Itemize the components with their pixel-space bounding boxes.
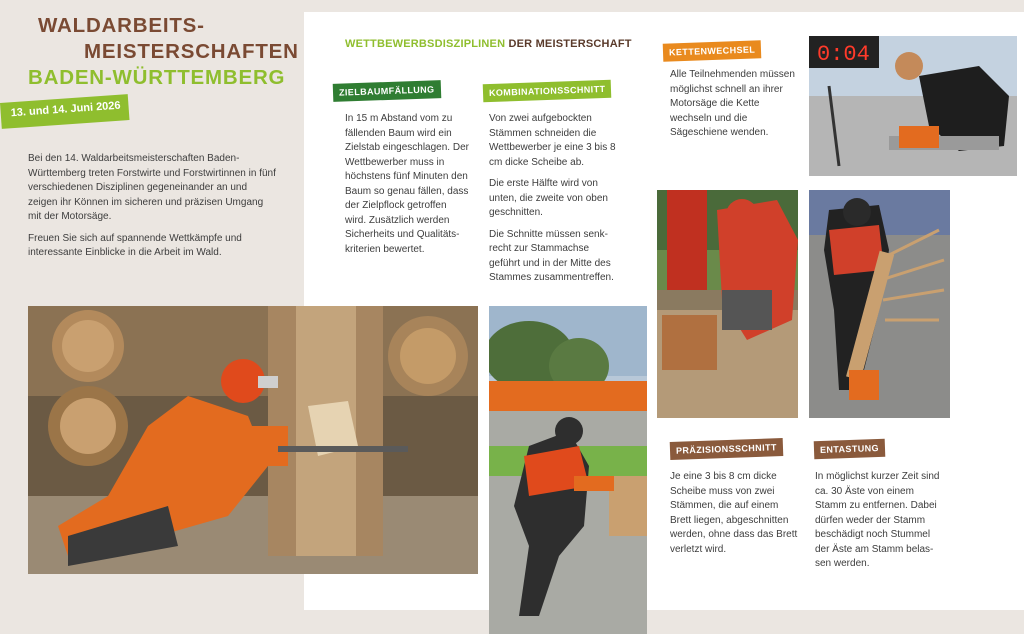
tag-zielbaumfaellung: ZIELBAUMFÄLLUNG	[333, 80, 441, 102]
kette-paragraph: Alle Teilnehmenden müssen möglichst schnell an ihrer Motorsäge die Kette wechseln und die Sägeschiene wenden.	[670, 69, 795, 138]
kombination-text	[489, 112, 619, 293]
photo-tree-felling	[28, 306, 478, 574]
section-heading-brown: DER MEISTERSCHAFT	[505, 38, 632, 50]
tag-praezisionsschnitt: PRÄZISIONSSCHNITT	[670, 438, 783, 460]
entastung-text	[815, 470, 945, 579]
intro-paragraph-2: Freuen Sie sich auf spannende Wettkämpfe und interessante Einblicke in die Arbeit im Wald.	[28, 232, 242, 258]
section-heading	[345, 38, 632, 50]
photo-kombinationsschnitt	[489, 306, 647, 634]
timer-display: 0:04	[817, 42, 870, 67]
praezision-text	[670, 470, 798, 564]
kombination-paragraph-1: Von zwei aufgebockten Stämmen schneiden die Wettbewerber je eine 3 bis 8 cm dicke Scheibe ab.	[489, 113, 616, 168]
tag-kombinationsschnitt: KOMBINATIONSSCHNITT	[483, 80, 612, 102]
praezision-paragraph: Je eine 3 bis 8 cm dicke Scheibe muss von zwei Stämmen, die auf einem Brett liegen, abgeschnitten werden, ohne dass das Brett verletzt wird.	[670, 471, 798, 555]
entastung-paragraph: In möglichst kurzer Zeit sind ca. 30 Äste von einem Stamm zu entfernen. Dabei dürfen weder der Stamm beschädigt noch Stummel der Äste am Stamm belas-sen werden.	[815, 471, 940, 569]
tag-kettenwechsel: KETTENWECHSEL	[663, 40, 762, 61]
section-heading-green: WETTBEWERBSDISZIPLINEN	[345, 38, 506, 50]
intro-paragraph-1: Bei den 14. Waldarbeitsmeisterschaften Baden-Württemberg treten Forstwirte und Forstwirtinnen in fünf verschiedenen Disziplinen gegeneinander an und zeigen ihr Können im sicheren und präzisen Umgang mit der Motorsäge.	[28, 153, 276, 222]
zielbaum-text	[345, 112, 470, 264]
photo-praezisionsschnitt	[657, 190, 798, 418]
kombination-paragraph-3: Die Schnitte müssen senk-recht zur Stammachse geführt und in der Mitte des Stammes zusammentreffen.	[489, 228, 614, 283]
tag-entastung: ENTASTUNG	[814, 439, 886, 459]
zielbaum-paragraph: In 15 m Abstand vom zu fällenden Baum wird ein Zielstab eingeschlagen. Der Wettbewerber muss in höchstens fünf Minuten den Baum so genau fällen, dass der Zielpflock getroffen wird. Zusätzlich werden Sicherheits und Qualitäts-kriterien bewertet.	[345, 113, 469, 255]
kombination-paragraph-2: Die erste Hälfte wird von unten, die zweite von oben geschnitten.	[489, 178, 608, 218]
intro-text	[28, 152, 278, 268]
kette-text	[670, 68, 795, 148]
title-line-1: WALDARBEITS-	[38, 14, 205, 37]
date-banner: 13. und 14. Juni 2026	[0, 94, 130, 129]
title-line-3: BADEN-WÜRTTEMBERG	[28, 66, 286, 89]
title-line-2: MEISTERSCHAFTEN	[84, 40, 299, 63]
photo-entastung	[809, 190, 950, 418]
photo-kettenwechsel	[809, 36, 1017, 176]
